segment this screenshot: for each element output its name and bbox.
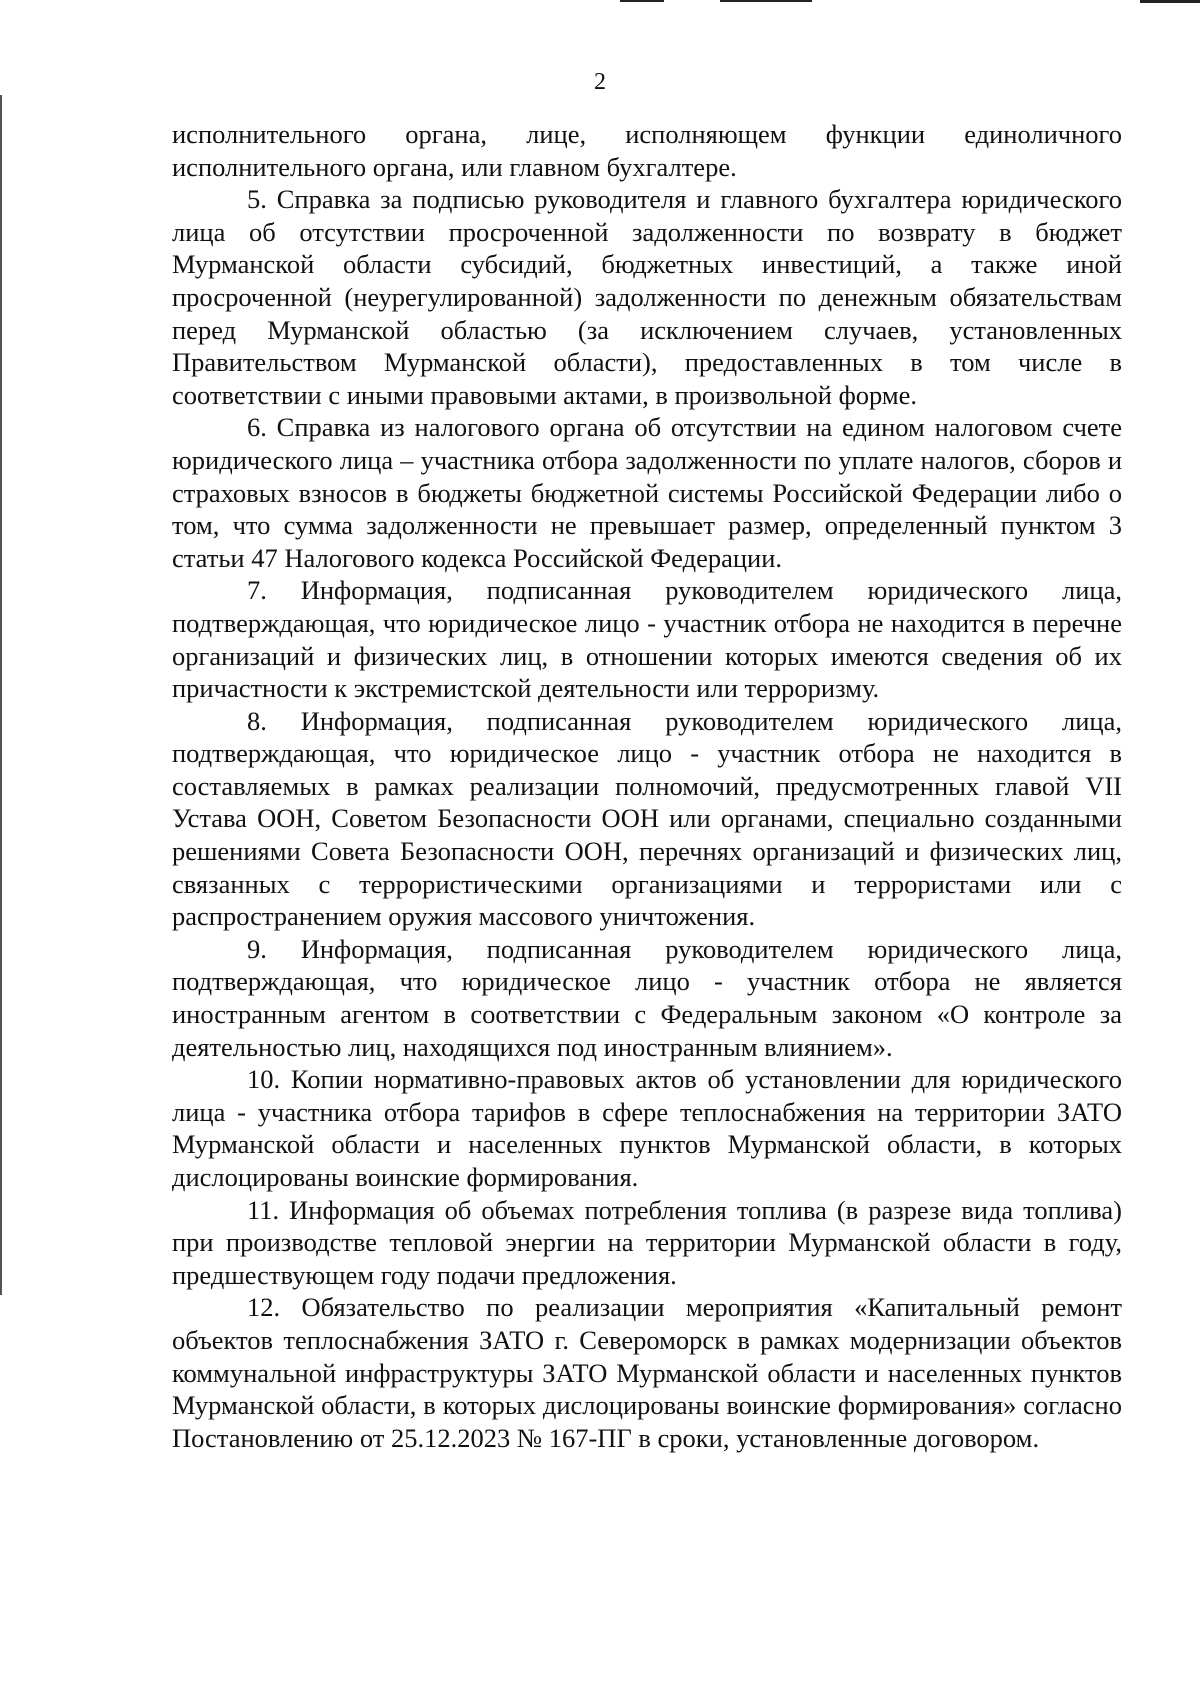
- scan-artifact-top-right: [1140, 0, 1200, 3]
- scan-artifact-top-left: [620, 0, 664, 2]
- continuation-paragraph: исполнительного органа, лице, исполняющем функции единоличного исполнительного органа, или главном бухгалтере.: [172, 119, 1122, 182]
- scan-artifact-top-center: [720, 0, 812, 2]
- document-body: [172, 118, 1122, 1454]
- list-item-12: 12. Обязательство по реализации мероприятия «Капитальный ремонт объектов теплоснабжения ЗАТО г. Североморск в рамках модернизации объектов коммунальной инфраструктуры ЗАТО Мурманской области и населенных пунктов Мурманской области, в которых дислоцированы воинские формирования» согласно Постановлению от 25.12.2023 № 167-ПГ в сроки, установленные договором.: [172, 1292, 1122, 1453]
- page-number: 2: [594, 69, 606, 95]
- list-item-7: 7. Информация, подписанная руководителем юридического лица, подтверждающая, что юридическое лицо - участник отбора не находится в перечне организаций и физических лиц, в отношении которых имеются сведения об их причастности к экстремистской деятельности или терроризму.: [172, 575, 1122, 704]
- list-item-8: 8. Информация, подписанная руководителем юридического лица, подтверждающая, что юридическое лицо - участник отбора не находится в составляемых в рамках реализации полномочий, предусмотренных главой VII Устава ООН, Советом Безопасности ООН или органами, специально созданными решениями Совета Безопасности ООН, перечнях организаций и физических лиц, связанных с террористическими организациями и террористами или с распространением оружия массового уничтожения.: [172, 705, 1122, 932]
- list-item-5: 5. Справка за подписью руководителя и главного бухгалтера юридического лица об отсутствии просроченной задолженности по возврату в бюджет Мурманской области субсидий, бюджетных инвестиций, а также иной просроченной (неурегулированной) задолженности по денежным обязательствам перед Мурманской областью (за исключением случаев, установленных Правительством Мурманской области), предоставленных в том числе в соответствии с иными правовыми актами, в произвольной форме.: [172, 184, 1122, 410]
- list-item-11: 11. Информация об объемах потребления топлива (в разрезе вида топлива) при производстве тепловой энергии на территории Мурманской области в году, предшествующем году подачи предложения.: [172, 1194, 1122, 1290]
- scan-artifact-left-edge: [0, 95, 2, 1295]
- list-item-10: 10. Копии нормативно-правовых актов об установлении для юридического лица - участника отбора тарифов в сфере теплоснабжения на территории ЗАТО Мурманской области и населенных пунктов Мурманской области, в которых дислоцированы воинские формирования.: [172, 1064, 1122, 1192]
- list-item-9: 9. Информация, подписанная руководителем юридического лица, подтверждающая, что юридическое лицо - участник отбора не является иностранным агентом в соответствии с Федеральным законом «О контроле за деятельностью лиц, находящихся под иностранным влиянием».: [172, 933, 1122, 1062]
- list-item-6: 6. Справка из налогового органа об отсутствии на едином налоговом счете юридического лица – участника отбора задолженности по уплате налогов, сборов и страховых взносов в бюджеты бюджетной системы Российской Федерации либо о том, что сумма задолженности не превышает размер, определенный пунктом 3 статьи 47 Налогового кодекса Российской Федерации.: [172, 412, 1122, 573]
